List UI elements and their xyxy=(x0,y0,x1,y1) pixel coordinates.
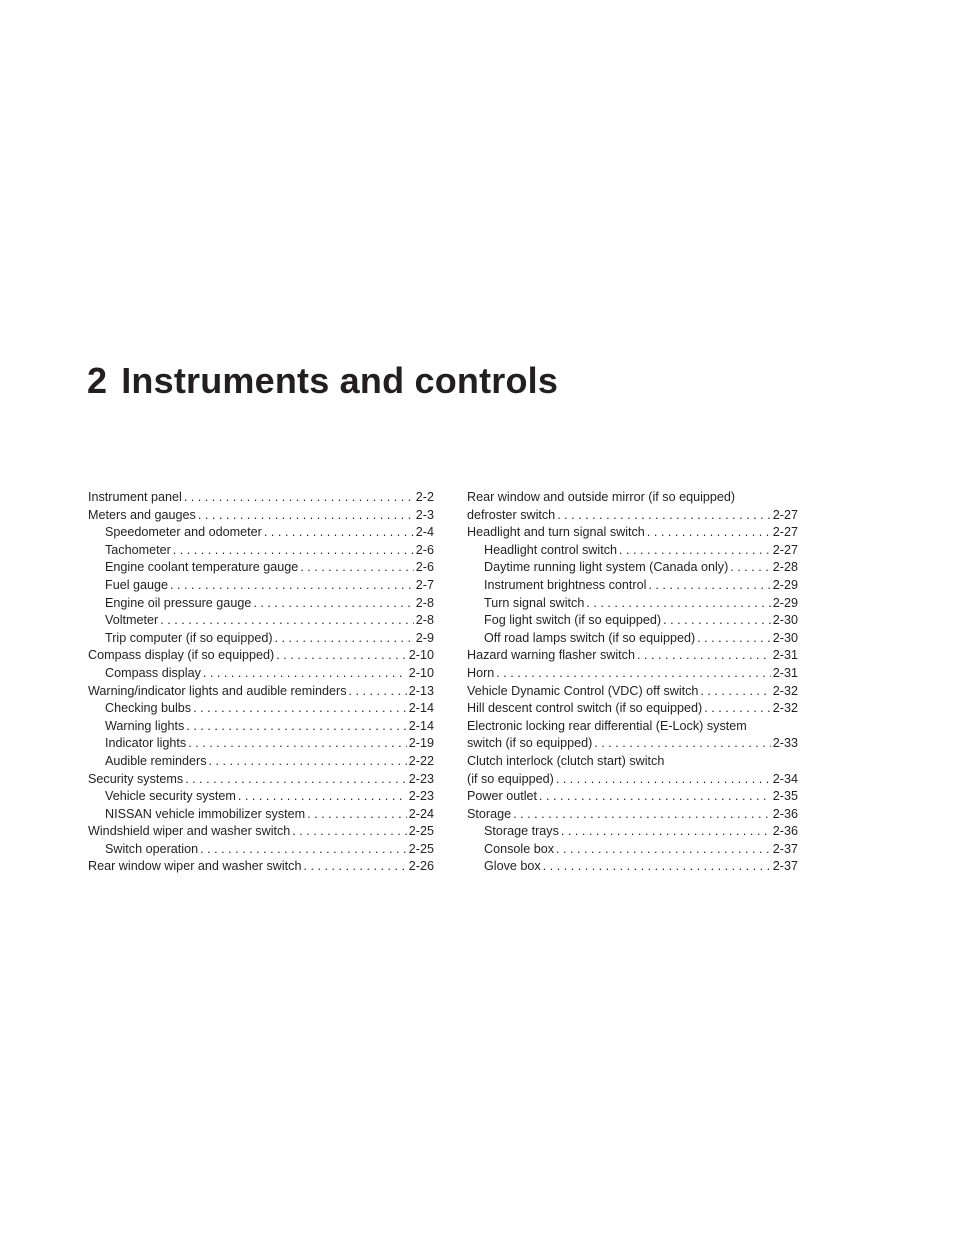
toc-entry[interactable] xyxy=(88,489,434,507)
dot-leader xyxy=(647,524,771,542)
dot-leader xyxy=(300,559,414,577)
toc-entry-title: Daytime running light system (Canada only) xyxy=(484,560,729,575)
dot-leader xyxy=(186,718,406,736)
toc-entry-title: Rear window wiper and washer switch xyxy=(88,859,302,874)
dot-leader xyxy=(307,806,407,824)
toc-page-number: 2-6 xyxy=(415,560,434,575)
toc-entry-title: Turn signal switch xyxy=(484,595,585,610)
toc-subentry[interactable] xyxy=(88,612,434,630)
toc-right-column xyxy=(467,489,798,876)
dot-leader xyxy=(556,771,771,789)
toc-subentry[interactable] xyxy=(88,542,434,560)
toc-page-number: 2-31 xyxy=(772,648,798,663)
chapter-title-text: Instruments and controls xyxy=(121,360,559,401)
toc-entry-title: Speedometer and odometer xyxy=(105,525,262,540)
toc-entry[interactable] xyxy=(467,788,798,806)
dot-leader xyxy=(200,841,407,859)
toc-page-number: 2-24 xyxy=(408,806,434,821)
toc-entry-title: Compass display (if so equipped) xyxy=(88,648,275,663)
toc-entry-title: Fog light switch (if so equipped) xyxy=(484,613,662,628)
toc-page-number: 2-36 xyxy=(772,824,798,839)
toc-entry-title: Checking bulbs xyxy=(105,701,192,716)
toc-entry[interactable] xyxy=(88,507,434,525)
toc-entry[interactable] xyxy=(467,700,798,718)
toc-left-column xyxy=(88,489,434,876)
toc-subentry[interactable] xyxy=(88,524,434,542)
toc-page-number: 2-14 xyxy=(408,718,434,733)
toc-subentry[interactable] xyxy=(467,841,798,859)
toc-subentry[interactable] xyxy=(88,700,434,718)
dot-leader xyxy=(561,823,771,841)
toc-entry-heading[interactable]: Rear window and outside mirror (if so equipped) xyxy=(467,490,736,504)
toc-entry[interactable] xyxy=(88,771,434,789)
toc-entry-title: Compass display xyxy=(105,665,201,680)
dot-leader xyxy=(238,788,407,806)
toc-subentry[interactable] xyxy=(467,612,798,630)
toc-entry-title: Trip computer (if so equipped) xyxy=(105,630,273,645)
toc-entry-title: Audible reminders xyxy=(105,753,207,768)
toc-page-number: 2-23 xyxy=(408,789,434,804)
toc-page-number: 2-4 xyxy=(415,525,434,540)
toc-subentry[interactable] xyxy=(467,630,798,648)
toc-entry-title: Vehicle security system xyxy=(105,789,236,804)
toc-page-number: 2-19 xyxy=(408,736,434,751)
toc-entry[interactable] xyxy=(88,823,434,841)
toc-page-number: 2-29 xyxy=(772,595,798,610)
toc-entry-title: Engine coolant temperature gauge xyxy=(105,560,299,575)
toc-entry[interactable] xyxy=(467,524,798,542)
toc-page-number: 2-28 xyxy=(772,560,798,575)
toc-entry-title: Storage xyxy=(467,806,512,821)
toc-entry[interactable] xyxy=(467,665,798,683)
dot-leader xyxy=(173,542,414,560)
toc-subentry[interactable] xyxy=(88,665,434,683)
toc-entry[interactable] xyxy=(467,771,798,789)
toc-entry[interactable] xyxy=(88,647,434,665)
toc-entry-title: Warning/indicator lights and audible reminders xyxy=(88,683,347,698)
toc-entry[interactable] xyxy=(467,735,798,753)
dot-leader xyxy=(496,665,770,683)
toc-page-number: 2-37 xyxy=(772,859,798,874)
toc-entry[interactable] xyxy=(467,647,798,665)
dot-leader xyxy=(539,788,771,806)
toc-page-number: 2-14 xyxy=(408,701,434,716)
dot-leader xyxy=(170,577,414,595)
toc-page-number: 2-23 xyxy=(408,771,434,786)
dot-leader xyxy=(513,806,771,824)
toc-subentry[interactable] xyxy=(467,595,798,613)
toc-subentry[interactable] xyxy=(88,577,434,595)
toc-entry-heading[interactable]: Clutch interlock (clutch start) switch xyxy=(467,753,665,768)
toc-entry[interactable] xyxy=(467,507,798,525)
dot-leader xyxy=(304,858,407,876)
toc-subentry[interactable] xyxy=(467,559,798,577)
toc-entry-title: Voltmeter xyxy=(105,613,159,628)
dot-leader xyxy=(253,595,413,613)
toc-entry-title: Horn xyxy=(467,665,495,680)
toc-entry-title: Security systems xyxy=(88,771,184,786)
toc-page-number: 2-32 xyxy=(772,683,798,698)
dot-leader xyxy=(160,612,414,630)
toc-page-number: 2-8 xyxy=(415,595,434,610)
toc-entry-title: Headlight control switch xyxy=(484,542,617,557)
toc-subentry[interactable] xyxy=(88,788,434,806)
dot-leader xyxy=(700,683,770,701)
toc-page-number: 2-30 xyxy=(772,630,798,645)
toc-subentry[interactable] xyxy=(88,806,434,824)
toc-entry-title: Console box xyxy=(484,841,555,856)
toc-subentry[interactable] xyxy=(467,858,798,876)
toc-subentry[interactable] xyxy=(88,735,434,753)
toc-page-number: 2-10 xyxy=(408,648,434,663)
toc-page-number: 2-27 xyxy=(772,525,798,540)
toc-page-number: 2-35 xyxy=(772,789,798,804)
toc-entry-title: Fuel gauge xyxy=(105,577,169,592)
toc-entry-title: Hazard warning flasher switch xyxy=(467,648,635,663)
toc-entry-title: NISSAN vehicle immobilizer system xyxy=(105,806,306,821)
toc-page-number: 2-27 xyxy=(772,542,798,557)
toc-entry-title: Power outlet xyxy=(467,789,538,804)
chapter-title xyxy=(87,360,558,402)
toc-page-number: 2-30 xyxy=(772,613,798,628)
toc-entry-title: Instrument brightness control xyxy=(484,577,647,592)
dot-leader xyxy=(557,507,771,525)
dot-leader xyxy=(619,542,771,560)
toc-page-number: 2-13 xyxy=(408,683,434,698)
toc-entry-title: Indicator lights xyxy=(105,736,187,751)
toc-subentry[interactable] xyxy=(88,595,434,613)
toc-entry[interactable] xyxy=(88,858,434,876)
toc-entry-heading[interactable]: Electronic locking rear differential (E-Lock) system xyxy=(467,718,747,733)
dot-leader xyxy=(556,841,771,859)
toc-entry-title: Warning lights xyxy=(105,718,185,733)
toc-entry-title: Headlight and turn signal switch xyxy=(467,525,645,540)
toc-subentry[interactable] xyxy=(88,841,434,859)
toc-page-number: 2-25 xyxy=(408,841,434,856)
chapter-number: 2 xyxy=(87,360,108,401)
toc-page-number: 2-33 xyxy=(772,736,798,751)
toc-page-number: 2-22 xyxy=(408,753,434,768)
dot-leader xyxy=(704,700,771,718)
toc-entry-title: Instrument panel xyxy=(88,490,182,504)
toc-entry[interactable] xyxy=(88,683,434,701)
toc-entry-title: Meters and gauges xyxy=(88,507,196,522)
dot-leader xyxy=(648,577,770,595)
dot-leader xyxy=(198,507,414,525)
dot-leader xyxy=(292,823,406,841)
toc-entry-title: Vehicle Dynamic Control (VDC) off switch xyxy=(467,683,699,698)
toc-subentry[interactable] xyxy=(88,718,434,736)
toc-subentry[interactable] xyxy=(88,630,434,648)
toc-page-number: 2-10 xyxy=(408,665,434,680)
toc-page-number: 2-25 xyxy=(408,824,434,839)
toc-subentry[interactable] xyxy=(88,753,434,771)
dot-leader xyxy=(663,612,771,630)
toc-entry-title: (if so equipped) xyxy=(467,771,554,786)
toc-entry-title: Hill descent control switch (if so equipped) xyxy=(467,701,703,716)
toc-page-number: 2-34 xyxy=(772,771,798,786)
toc-entry[interactable] xyxy=(467,683,798,701)
dot-leader xyxy=(264,524,414,542)
toc-entry[interactable] xyxy=(467,806,798,824)
dot-leader xyxy=(730,559,770,577)
dot-leader xyxy=(203,665,407,683)
dot-leader xyxy=(193,700,407,718)
dot-leader xyxy=(188,735,407,753)
dot-leader xyxy=(594,735,770,753)
toc-subentry[interactable] xyxy=(467,577,798,595)
dot-leader xyxy=(349,683,407,701)
toc-entry-title: switch (if so equipped) xyxy=(467,736,593,751)
toc-page-number: 2-29 xyxy=(772,577,798,592)
toc-page-number: 2-3 xyxy=(415,507,434,522)
toc-subentry[interactable] xyxy=(467,542,798,560)
dot-leader xyxy=(543,858,771,876)
toc-page-number: 2-26 xyxy=(408,859,434,874)
toc-entry-title: Storage trays xyxy=(484,824,559,839)
toc-page-number: 2-2 xyxy=(415,490,434,504)
toc-page-number: 2-7 xyxy=(415,577,434,592)
toc-page-number: 2-31 xyxy=(772,665,798,680)
toc-entry-title: defroster switch xyxy=(467,507,556,522)
dot-leader xyxy=(637,647,771,665)
toc-subentry[interactable] xyxy=(467,823,798,841)
toc-page-number: 2-32 xyxy=(772,701,798,716)
dot-leader xyxy=(275,630,414,648)
dot-leader xyxy=(185,771,407,789)
dot-leader xyxy=(184,489,414,507)
dot-leader xyxy=(586,595,770,613)
toc-entry-title: Switch operation xyxy=(105,841,199,856)
toc-entry-title: Windshield wiper and washer switch xyxy=(88,824,291,839)
dot-leader xyxy=(276,647,407,665)
toc-entry-title: Tachometer xyxy=(105,542,171,557)
toc-page-number: 2-27 xyxy=(772,507,798,522)
toc-page-number: 2-37 xyxy=(772,841,798,856)
dot-leader xyxy=(209,753,407,771)
toc-entry-title: Off road lamps switch (if so equipped) xyxy=(484,630,696,645)
toc-page-number: 2-9 xyxy=(415,630,434,645)
toc-page-number: 2-8 xyxy=(415,613,434,628)
toc-entry-title: Engine oil pressure gauge xyxy=(105,595,252,610)
toc-subentry[interactable] xyxy=(88,559,434,577)
toc-page-number: 2-36 xyxy=(772,806,798,821)
toc-page-number: 2-6 xyxy=(415,542,434,557)
dot-leader xyxy=(697,630,771,648)
toc-entry-title: Glove box xyxy=(484,859,541,874)
